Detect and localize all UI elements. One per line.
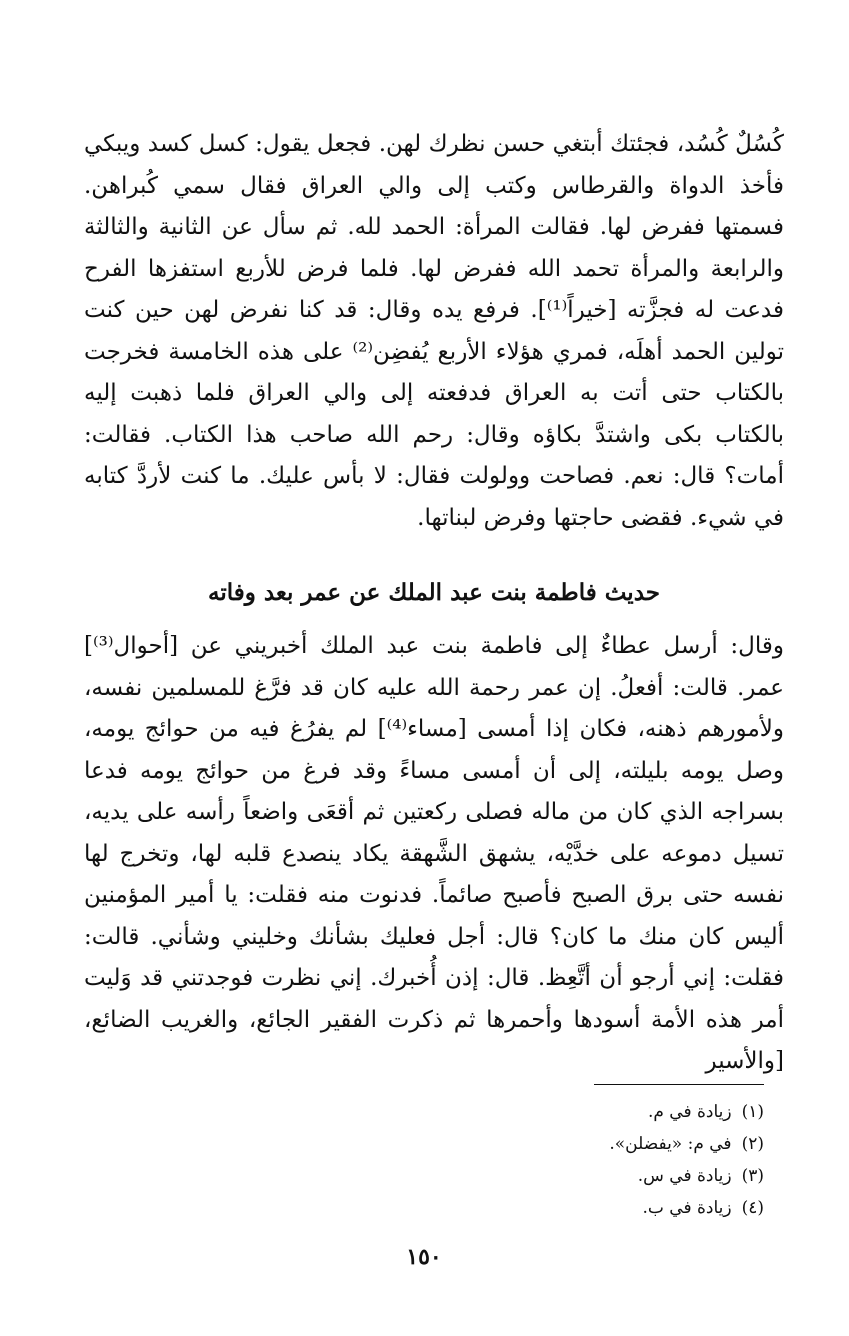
footnote-text: زيادة في س.: [637, 1166, 732, 1186]
body-paragraph-1: [84, 124, 784, 539]
footnote-text: زيادة في م.: [647, 1102, 732, 1122]
paragraph-1-text: كُسُلٌ كُسُد، فجئتك أبتغي حسن نظرك لهن. فجعل يقول: كسل كسد ويبكي فأخذ الدواة والقرطاس وكتب إلى والي العراق فقال سمي كُبراهن. فسمتها ففرض لها. فقالت المرأة: الحمد لله. ثم سأل عن الثانية والثالثة والرابعة والمرأة تحمد الله ففرض لها. فلما فرض للأربع استفزها الفرح فدعت له فجزَّته [خيراً⁽¹⁾]. فرفع يده وقال: قد كنا نفرض لهن حين كنت تولين الحمد أهلَه، فمري هؤلاء الأربع يُفضِن⁽²⁾ على هذه الخامسة فخرجت بالكتاب حتى أتت به العراق فدفعته إلى والي العراق فلما ذهبت إليه بالكتاب بكى واشتدَّ بكاؤه وقال: رحم الله صاحب هذا الكتاب. فقالت: أمات؟ قال: نعم. فصاحت وولولت فقال: لا بأس عليك. ما كنت لأردَّ كتابه في شيء. فقضى حاجتها وفرض لبناتها.: [84, 131, 784, 531]
footnotes-list: [520, 1096, 764, 1224]
footnote-number: (٤): [741, 1198, 764, 1218]
section-heading: حديث فاطمة بنت عبد الملك عن عمر بعد وفاته: [208, 579, 660, 606]
footnote-text: في م: «يفضلن».: [609, 1134, 732, 1154]
page-number: ١٥٠: [406, 1244, 442, 1270]
footnote-item: [520, 1160, 764, 1192]
paragraph-2-text: وقال: أرسل عطاءٌ إلى فاطمة بنت عبد الملك أخبريني عن [أحوال⁽³⁾] عمر. قالت: أفعلُ. إن عمر رحمة الله عليه كان قد فرَّغ للمسلمين نفسه، ولأمورهم ذهنه، فكان إذا أمسى [مساء⁽⁴⁾] لم يفرُغ فيه من حوائج يومه، وصل يومه بليلته، إلى أن أمسى مساءً وقد فرغ من حوائج يومه فدعا بسراجه الذي كان من ماله فصلى ركعتين ثم أقعَى واضعاً رأسه على يديه، تسيل دموعه على خدَّيْه، يشهق الشَّهقة يكاد ينصدع قلبه لها، وتخرج لها نفسه حتى برق الصبح فأصبح صائماً. فدنوت منه فقلت: يا أمير المؤمنين أليس كان منك ما كان؟ قال: أجل فعليك بشأنك وخليني وشأني. قالت: فقلت: إني أرجو أن أتَّعِظ. قال: إذن أُخبرك. إني نظرت فوجدتني قد وَليت أمر هذه الأمة أسودها وأحمرها ثم ذكرت الفقير الجائع، والغريب الضائع، [والأسير: [84, 633, 784, 1074]
body-paragraph-2: [84, 626, 784, 1083]
footnote-text: زيادة في ب.: [642, 1198, 732, 1218]
footnote-separator: [594, 1084, 764, 1085]
footnote-number: (٢): [741, 1134, 764, 1154]
footnote-item: [520, 1192, 764, 1224]
footnote-item: [520, 1096, 764, 1128]
footnote-number: (١): [741, 1102, 764, 1122]
footnote-number: (٣): [741, 1166, 764, 1186]
footnote-item: [520, 1128, 764, 1160]
